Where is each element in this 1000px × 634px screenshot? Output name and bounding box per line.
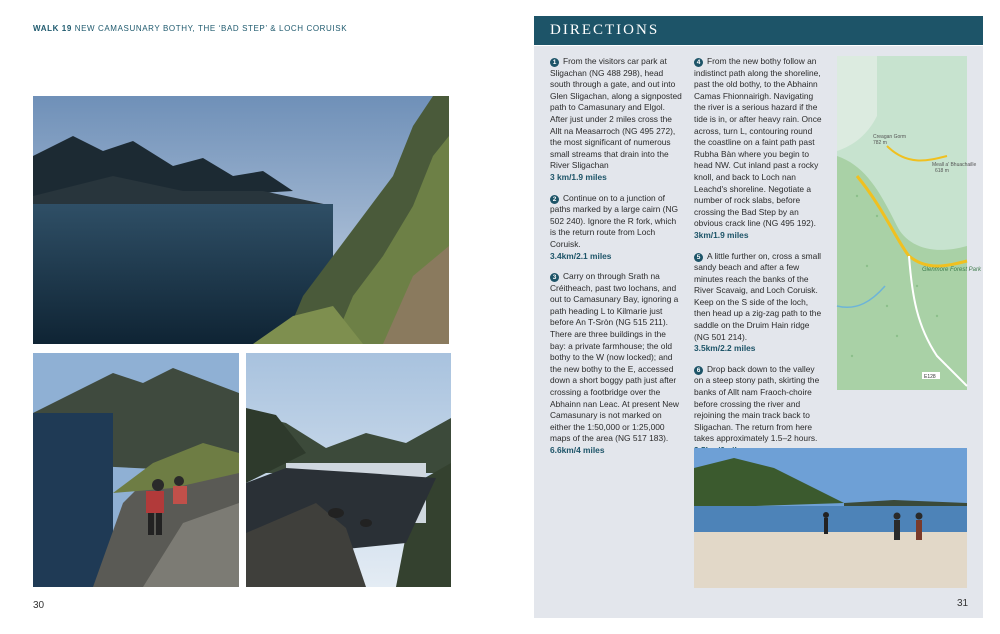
step-text: Carry on through Srath na Créitheach, past two lochans, and out to Camasunary Bay, ignoring a path heading L to Kilmarie just before An T-Sròn (NG 515 211). There are three buildings in the bay: a private farmhouse; the old bothy to the W (now locked); and the new bothy to the E, accessed down a short boggy path just after crossing a footbridge over the Abhainn nan Leac. At present New Camasunary is not marked on either the 1:50,000 or 1:25,000 maps of the area (NG 517 183). xyxy=(550,271,679,444)
step-text: From the visitors car park at Sligachan (NG 488 298), head south through a gate, and out into Glen Sligachan, along a signposted path to Camasunary and Elgol. After just under 2 miles cross the Allt na Measarroch (NG 495 272), the most significant of numerous small streams that drain into the River Sligachan xyxy=(550,56,682,171)
map-road-label: E128 xyxy=(924,374,936,380)
directions-header-bar xyxy=(534,16,983,45)
direction-step-1 xyxy=(550,56,682,184)
step-number-badge: 2 xyxy=(550,195,559,204)
step-text: Continue on to a junction of paths marked by a large cairn (NG 502 240). Ignore the R fork, which is the return route from Loch Coruisk. xyxy=(550,192,679,249)
direction-step-2 xyxy=(550,193,682,263)
photo-beach-walkers xyxy=(694,448,967,588)
step-distance: 3 km/1.9 miles xyxy=(550,171,607,182)
step-text: A little further on, cross a small sandy beach and after a few minutes reach the banks of the River Scavaig, and Loch Coruisk. Keep on the S side of the loch, then head up a zig-zag path to the saddle on the Druim Hain ridge (NG 501 214). xyxy=(694,250,822,342)
step-text: Drop back down to the valley on a steep stony path, skirting the banks of Allt nam Fraoch-choire before crossing the river and rejoining the main track back to Sligachan. The return from here takes approximately 1.5–2 hours. xyxy=(694,363,820,444)
step-number-badge: 6 xyxy=(694,366,703,375)
photo-loch-mountains xyxy=(33,96,449,344)
running-head-walk: WALK 19 xyxy=(33,24,72,33)
route-map xyxy=(837,56,982,390)
direction-step-5 xyxy=(694,251,826,355)
page-number-right: 31 xyxy=(957,598,969,609)
step-distance: 3km/1.9 miles xyxy=(694,229,749,240)
page-number-left: 30 xyxy=(33,600,45,611)
step-number-badge: 4 xyxy=(694,58,703,67)
step-number-badge: 1 xyxy=(550,58,559,67)
step-distance: 3.5km/2.2 miles xyxy=(694,343,756,354)
direction-step-6 xyxy=(694,364,826,457)
direction-step-3 xyxy=(550,271,682,457)
step-distance: 3.4km/2.1 miles xyxy=(550,250,612,261)
directions-column-1 xyxy=(550,56,682,466)
step-number-badge: 5 xyxy=(694,253,703,262)
right-page xyxy=(500,0,1000,634)
directions-column-2 xyxy=(694,56,826,466)
map-label-summit-height: 782 m xyxy=(873,140,887,146)
map-label-forest: Glenmore Forest Park xyxy=(922,267,982,273)
running-head xyxy=(33,24,347,33)
photo-loch-coruisk xyxy=(246,353,451,587)
step-distance: 6.6km/4 miles xyxy=(550,445,605,455)
photo-climbers-bad-step xyxy=(33,353,239,587)
map-label-hill: Meall a' Bhuachaille xyxy=(932,162,977,168)
step-text: From the new bothy follow an indistinct path along the shoreline, past the old bothy, to the Abhainn Camas Fhionnairigh. Navigating the river is a serious hazard if the tide is in, or after heavy rain. Once across, turn L, contouring round the coastline on a faint path past Rubha Bàn where you begin to head NW. Cut inland past a rocky knoll, and back to Loch nan Leachd's shoreline. Negotiate a number of rock slabs, before crossing the Bad Step by an obvious crack line (NG 495 192). xyxy=(694,56,822,229)
map-label-hill-height: 618 m xyxy=(935,168,949,174)
running-head-title: NEW CAMASUNARY BOTHY, THE ‘BAD STEP’ & LOCH CORUISK xyxy=(74,24,348,33)
map-label-summit: Creagan Gorm xyxy=(873,134,907,140)
direction-step-4 xyxy=(694,56,826,242)
step-number-badge: 3 xyxy=(550,273,559,282)
directions-heading: DIRECTIONS xyxy=(550,22,660,38)
